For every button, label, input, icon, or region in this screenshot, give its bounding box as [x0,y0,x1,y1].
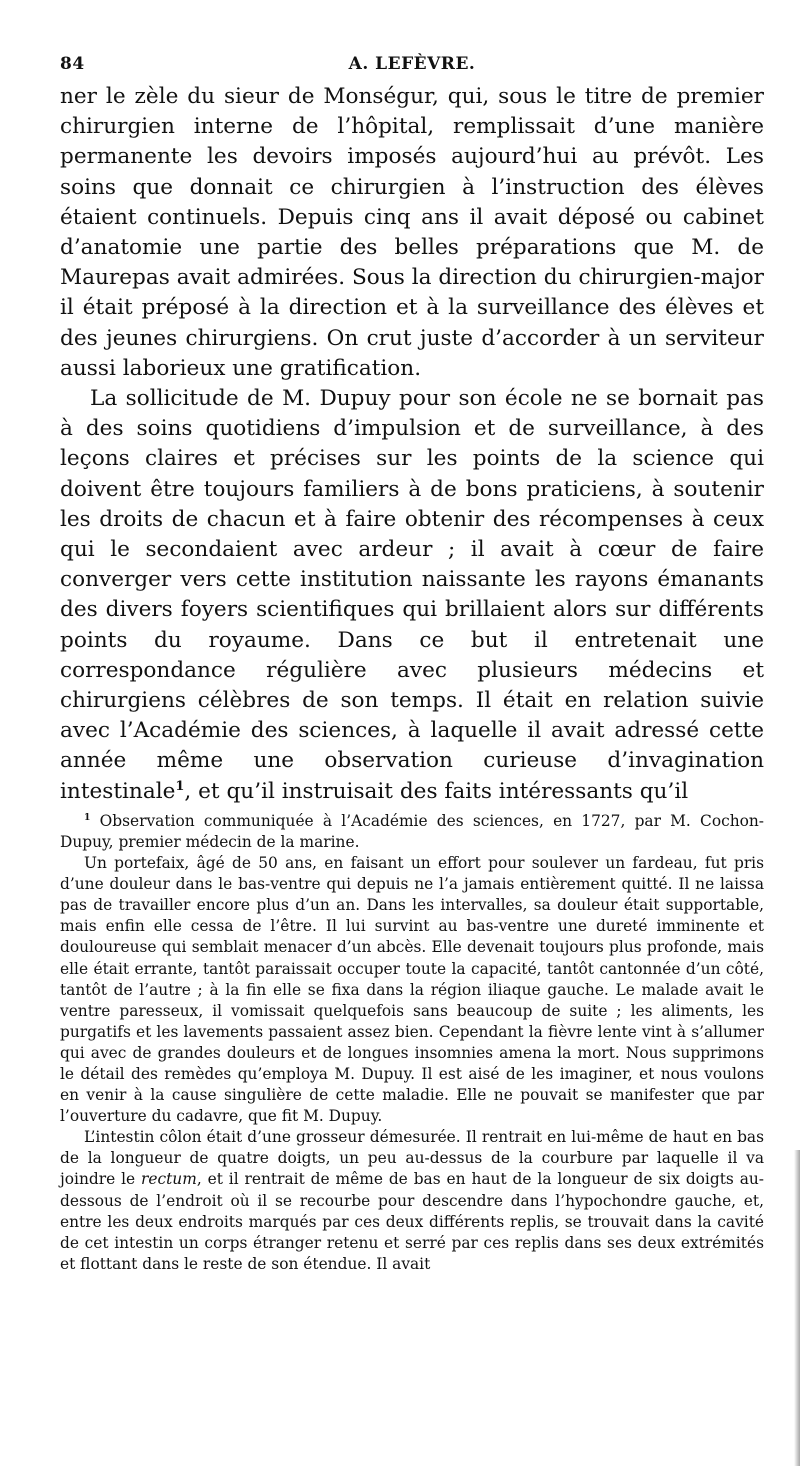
footnote-3-italic-term: rectum [141,1170,197,1189]
footnote-reference: 1 [175,778,185,794]
page-number: 84 [60,54,85,74]
paragraph-continuation [60,82,764,384]
paragraph-1-text: ner le zèle du sieur de Monségur, qui, sous le titre de premier chirurgien interne de l’hôpital, remplissait d’une manière permanente les devoirs imposés aujourd’hui au prévôt. Les soins que donnait ce chirurgien à l’instruction des élèves étaient continuels. Depuis cinq ans il avait déposé ou cabinet d’anatomie une partie des belles préparations que M. de Maurepas avait admirées. Sous la direction du chirurgien-major il était préposé à la direction et à la surveillance des élèves et des jeunes chirurgiens. On crut juste d’accorder à un serviteur aussi laborieux une gratification. [60,84,764,381]
footnote-2-text: Un portefaix, âgé de 50 ans, en faisant un effort pour soulever un fardeau, fut pris d’une douleur dans le bas-ventre qui depuis ne l’a jamais entièrement quitté. Il ne laissa pas de travailler encore plus d’un an. Dans les intervalles, sa douleur était supportable, mais enfin elle cessa de l’être. Il lui survint au bas-ventre une dureté imminente et douloureuse qui semblait menacer d’un abcès. Elle devenait toujours plus profonde, mais elle était errante, tantôt paraissait occuper toute la capacité, tantôt cantonnée d’un côté, tantôt de l’autre ; à la fin elle se fixa dans la région iliaque gauche. Le malade avait le ventre paresseux, il vomissait quelquefois sans beaucoup de suite ; les aliments, les purgatifs et les lavements passaient assez bien. Cependant la fièvre lente vint à s’allumer qui avec de grandes douleurs et de longues insomnies amena la mort. Nous supprimons le détail des remèdes qu’employa M. Dupuy. Il est aisé de les imaginer, et nous voulons en venir à la cause singulière de cette maladie. Elle ne pouvait se manifester que par l’ouverture du cadavre, que fit M. Dupuy. [60,854,764,1126]
footnote-3-text-a: L’intestin côlon était d’une grosseur démesurée. Il rentrait en lui-même de haut en bas de la longueur de quatre doigts, un peu au-dessus de la courbure par laquelle il va joindre le [60,1128,764,1189]
footnote-1-text: Observation communiquée à l’Académie des sciences, en 1727, par M. Cochon-Dupuy, premier médecin de la marine. [60,811,764,851]
footnote-paragraph-autopsy [60,1127,764,1275]
scan-page-edge-shadow [794,1150,800,1466]
running-title: A. LEFÈVRE. [348,54,476,74]
footnotes [60,811,764,1275]
footnote-3-text-b: , et il rentrait de même de bas en haut de la longueur de six doigts au-dessous de l’endroit où il se recourbe pour descendre dans l’hypochondre gauche, et, entre les deux endroits marqués par ces deux différents replis, se trouvait dans la cavité de cet intestin un corps étranger retenu et serré par ces replis dans ses deux extrémités et flottant dans le reste de son étendue. Il avait [60,1170,764,1273]
footnote-paragraph-case [60,853,764,1127]
main-text [60,82,764,807]
book-page [60,48,764,1275]
footnote-marker: 1 [84,811,91,823]
paragraph-2-text-a: La sollicitude de M. Dupuy pour son école ne se bornait pas à des soins quotidiens d’impulsion et de surveillance, à des leçons claires et précises sur les points de la science qui doivent être toujours familiers à de bons praticiens, à soutenir les droits de chacun et à faire obtenir des récompenses à ceux qui le secondaient avec ardeur ; il avait à cœur de faire converger vers cette institution naissante les rayons émanants des divers foyers scientifiques qui brillaient alors sur différents points du royaume. Dans ce but il entretenait une correspondance régulière avec plusieurs médecins et chirurgiens célèbres de son temps. Il était en relation suivie avec l’Académie des sciences, à laquelle il avait adressé cette année même une observation curieuse d’invagination intestinale [60,386,764,804]
running-header [60,48,764,78]
paragraph-2-text-b: , et qu’il instruisait des faits intéressants qu’il [184,778,689,804]
footnote-1 [60,811,764,853]
paragraph-dupuy-school [60,384,764,807]
